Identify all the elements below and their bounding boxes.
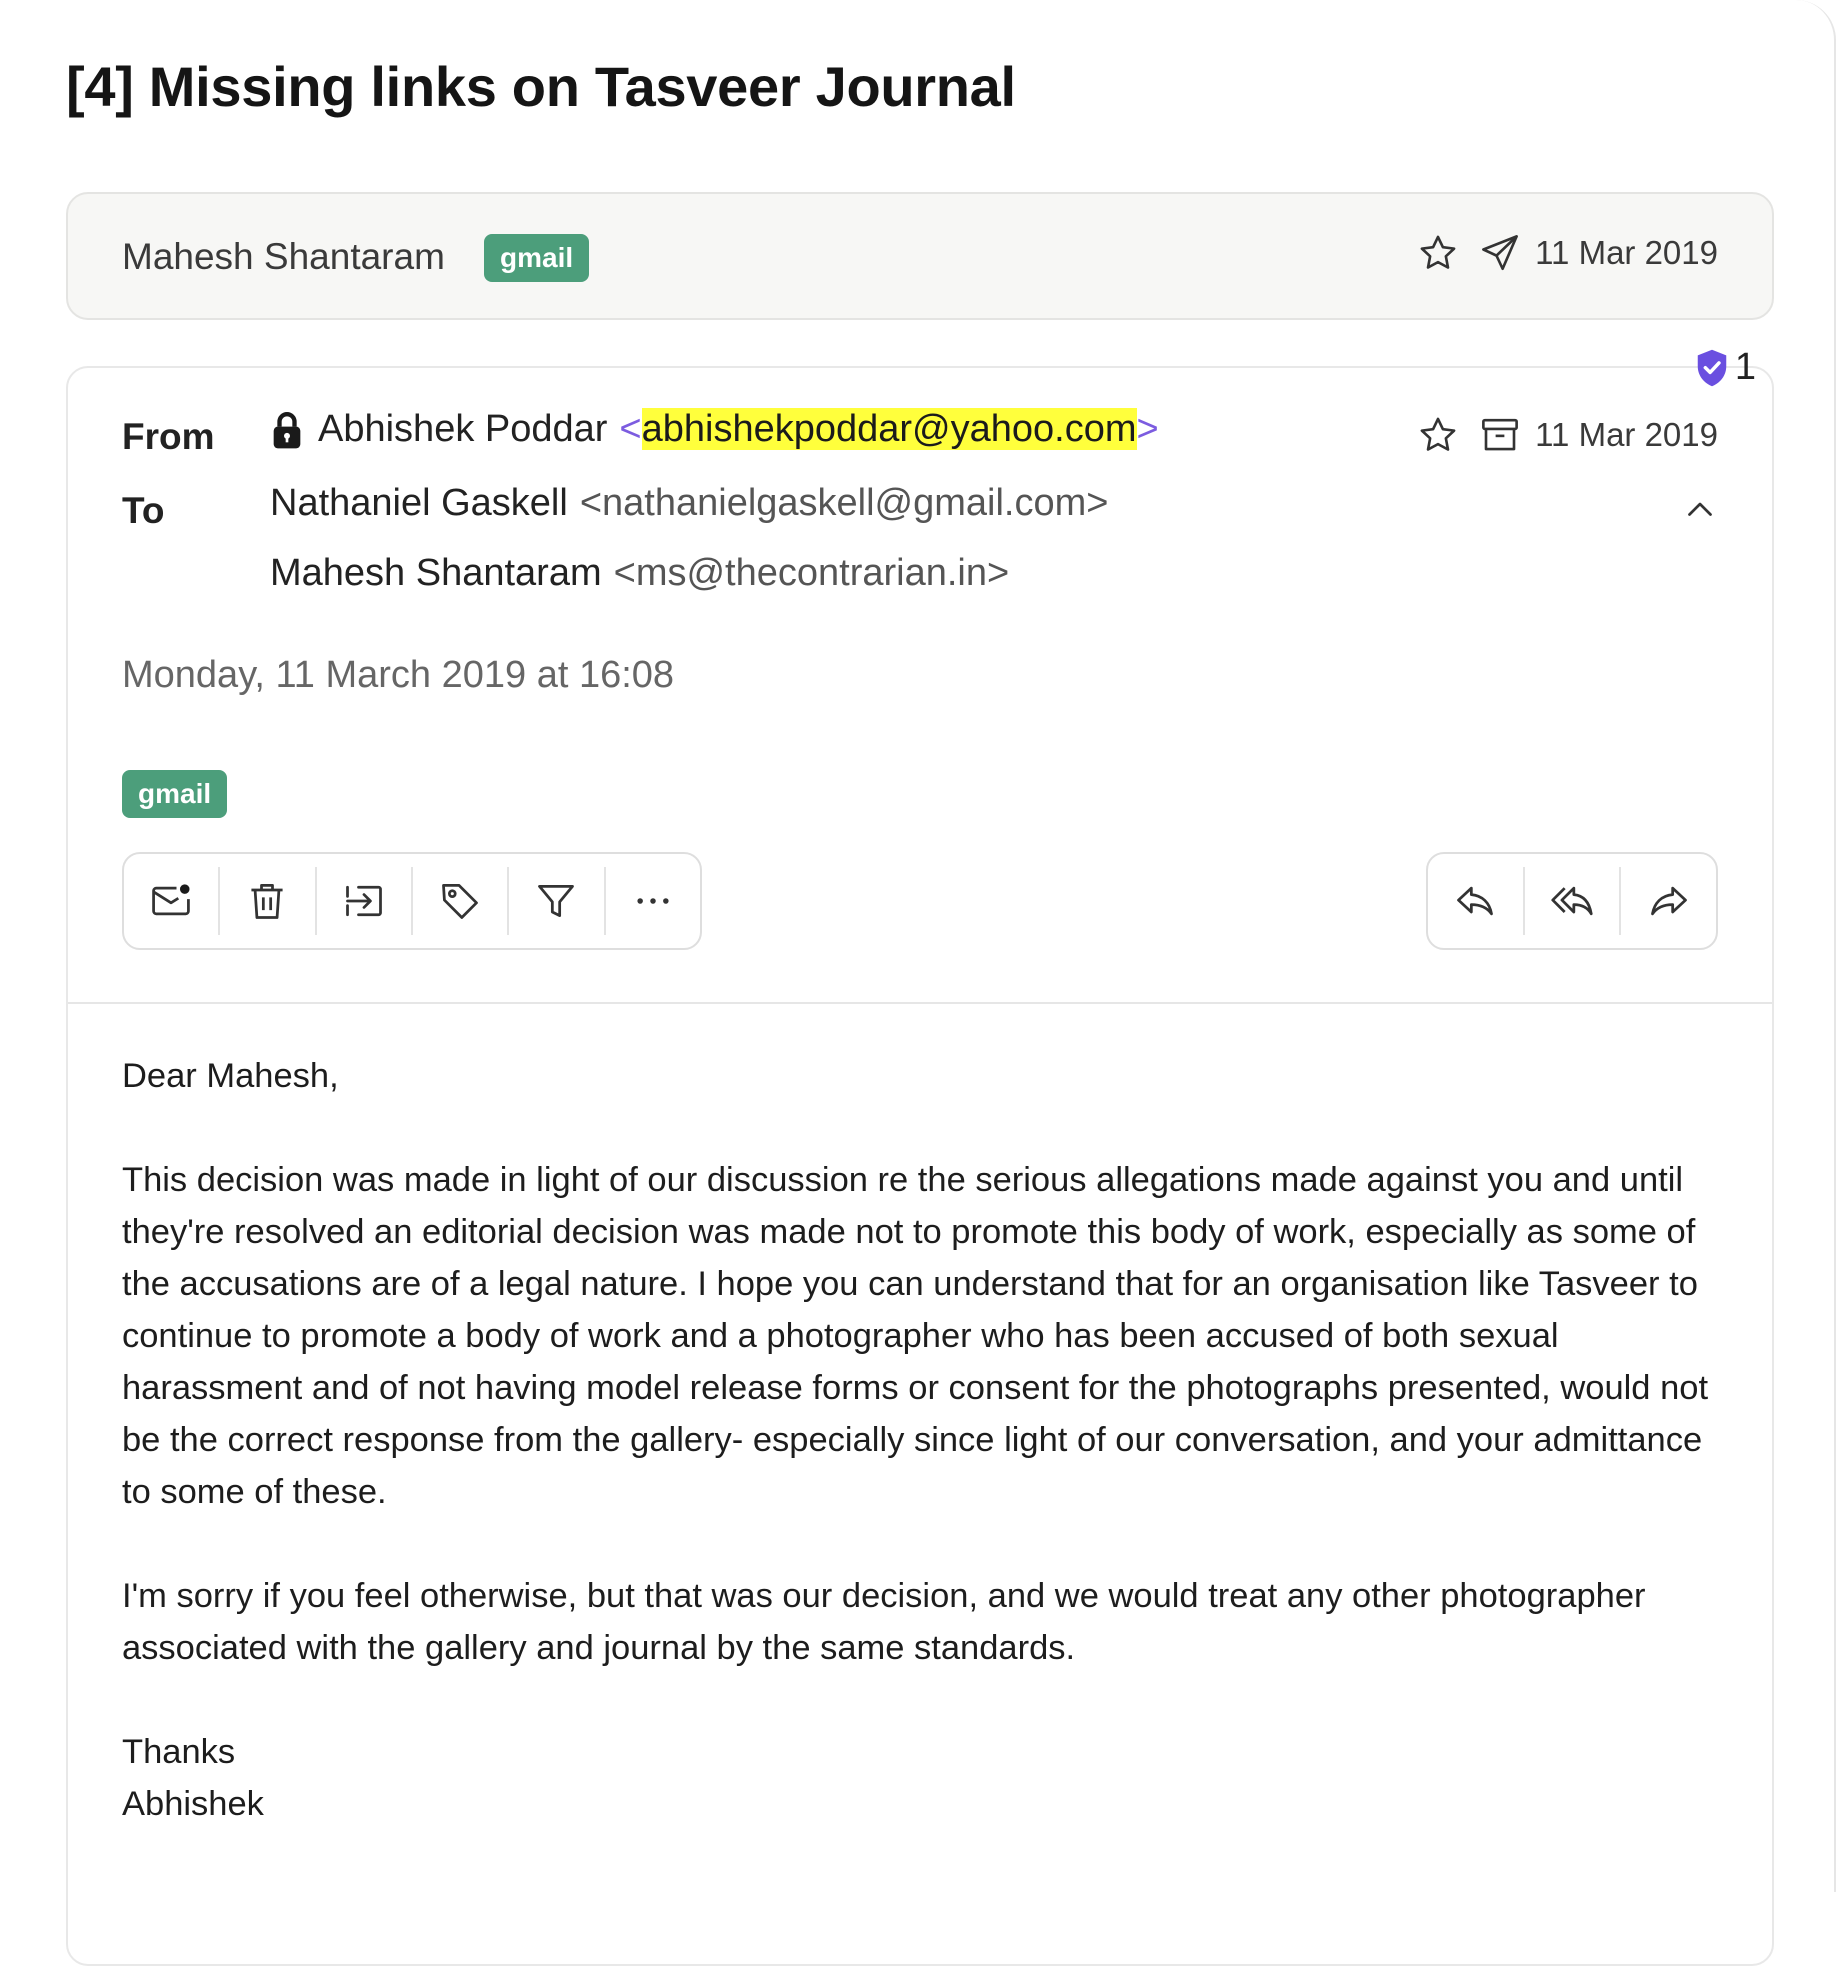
from-line bbox=[270, 408, 1159, 451]
thread-title: [4] Missing links on Tasveer Journal bbox=[66, 55, 1016, 118]
recipient-email: <nathanielgaskell@gmail.com> bbox=[579, 482, 1109, 524]
move-icon bbox=[342, 879, 386, 923]
label-button[interactable] bbox=[413, 867, 509, 935]
more-icon bbox=[631, 879, 675, 923]
body-greeting: Dear Mahesh, bbox=[122, 1057, 339, 1095]
recipient-name: Mahesh Shantaram bbox=[270, 552, 602, 594]
collapsed-message-card[interactable] bbox=[66, 192, 1774, 320]
reply-icon bbox=[1453, 879, 1497, 923]
lock-icon bbox=[270, 410, 304, 450]
reply-all-icon bbox=[1550, 879, 1594, 923]
expanded-date: 11 Mar 2019 bbox=[1535, 416, 1718, 453]
from-email-highlighted: abhishekpoddar@yahoo.com bbox=[641, 408, 1137, 450]
message-body bbox=[122, 1050, 1722, 1830]
star-icon[interactable] bbox=[1417, 232, 1459, 274]
chevron-up-icon[interactable] bbox=[1682, 492, 1718, 528]
from-sender-email[interactable] bbox=[619, 408, 1158, 451]
email-bracket-close: > bbox=[1136, 408, 1159, 450]
body-signoff: Thanks bbox=[122, 1733, 236, 1771]
recipient-email: <ms@thecontrarian.in> bbox=[613, 552, 1010, 594]
to-label: To bbox=[122, 490, 165, 531]
recipient-name: Nathaniel Gaskell bbox=[270, 482, 568, 524]
forward-button[interactable] bbox=[1621, 867, 1716, 935]
collapsed-meta bbox=[1417, 232, 1718, 274]
star-icon[interactable] bbox=[1417, 414, 1459, 456]
header-body-divider bbox=[68, 1002, 1772, 1004]
from-sender-name[interactable]: Abhishek Poddar bbox=[318, 408, 608, 450]
from-label: From bbox=[122, 416, 215, 457]
expanded-meta bbox=[1417, 414, 1718, 456]
reply-toolbar bbox=[1426, 852, 1718, 950]
body-signature: Abhishek bbox=[122, 1785, 264, 1823]
archive-icon[interactable] bbox=[1479, 414, 1521, 456]
shield-check-icon bbox=[1693, 347, 1731, 389]
reply-button[interactable] bbox=[1428, 867, 1525, 935]
body-paragraph: This decision was made in light of our discussion re the serious allegations made against you and until they're resolved an editorial decision was made not to promote this body of work, especially as some of the accusations are of a legal nature. I hope you can understand that for an organisation like Tasveer to continue to promote a body of work and a photographer who has been accused of both sexual harassment and of not having model release forms or consent for the photographs presented, would not be the correct response from the gallery- especially since light of our conversation, and your admittance to some of these. bbox=[122, 1161, 1709, 1511]
filter-button[interactable] bbox=[509, 867, 605, 935]
to-recipient-1[interactable] bbox=[270, 482, 1108, 525]
security-badge-count: 1 bbox=[1734, 346, 1756, 388]
move-button[interactable] bbox=[317, 867, 413, 935]
mark-unread-button[interactable] bbox=[124, 867, 220, 935]
label-chip-gmail[interactable]: gmail bbox=[484, 234, 589, 282]
more-button[interactable] bbox=[606, 867, 700, 935]
reply-all-button[interactable] bbox=[1525, 867, 1622, 935]
tag-icon bbox=[438, 879, 482, 923]
label-chip-gmail[interactable]: gmail bbox=[122, 770, 227, 818]
to-recipient-2[interactable] bbox=[270, 552, 1009, 595]
mark-unread-icon bbox=[149, 879, 193, 923]
delete-button[interactable] bbox=[220, 867, 316, 935]
collapsed-sender-name: Mahesh Shantaram bbox=[122, 236, 445, 277]
forward-icon bbox=[1647, 879, 1691, 923]
expanded-message-card bbox=[66, 346, 1774, 1966]
trash-icon bbox=[245, 879, 289, 923]
body-paragraph: I'm sorry if you feel otherwise, but that was our decision, and we would treat any other photographer associated with the gallery and journal by the same standards. bbox=[122, 1577, 1646, 1667]
email-bracket-open: < bbox=[619, 408, 642, 450]
security-badge[interactable] bbox=[1693, 346, 1756, 389]
sent-icon bbox=[1479, 232, 1521, 274]
collapsed-date: 11 Mar 2019 bbox=[1535, 234, 1718, 271]
message-actions-toolbar bbox=[122, 852, 702, 950]
message-timestamp: Monday, 11 March 2019 at 16:08 bbox=[122, 654, 675, 696]
filter-icon bbox=[534, 879, 578, 923]
